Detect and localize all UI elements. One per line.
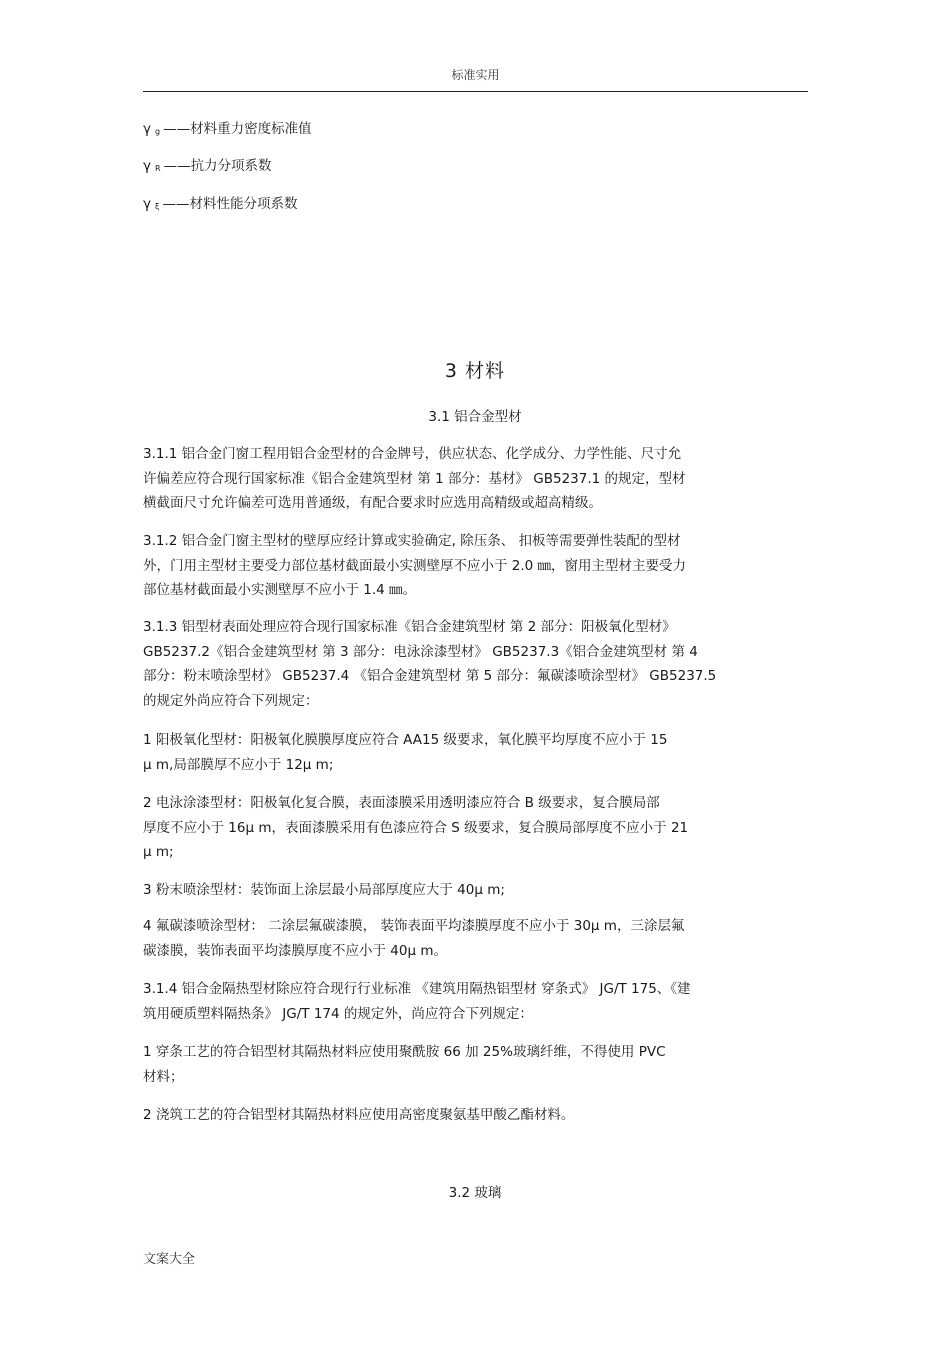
paragraph-3-1-4 bbox=[143, 977, 813, 1026]
symbol-greek: γ bbox=[143, 121, 151, 137]
symbol-definition bbox=[143, 157, 272, 177]
list-item-pour-process bbox=[143, 1103, 813, 1128]
symbol-subscript: g bbox=[155, 127, 161, 136]
section-heading: 3.2 玻璃 bbox=[448, 1185, 502, 1201]
symbol-description: ——材料性能分项系数 bbox=[162, 196, 298, 212]
symbol-definition bbox=[143, 120, 312, 140]
text-line: 的规定外尚应符合下列规定： bbox=[143, 692, 319, 709]
symbol-definition bbox=[143, 195, 297, 215]
text-line: 碳漆膜，装饰表面平均漆膜厚度不应小于 40μ m。 bbox=[143, 942, 447, 959]
paragraph-3-1-1 bbox=[143, 442, 813, 516]
text-line: μ m,局部膜厚不应小于 12μ m; bbox=[143, 756, 334, 773]
page-footer: 文案大全 bbox=[143, 1252, 196, 1267]
text-line: 厚度不应小于 16μ m，表面漆膜采用有色漆应符合 S 级要求，复合膜局部厚度不应小于 21 bbox=[143, 819, 689, 836]
text-line: 横截面尺寸允许偏差可选用普通级，有配合要求时应选用高精级或超高精级。 bbox=[143, 495, 602, 511]
paragraph-3-1-3 bbox=[143, 615, 813, 713]
list-item-powder bbox=[143, 878, 813, 903]
symbol-greek: γ bbox=[143, 158, 151, 174]
list-item-electrophoretic bbox=[143, 791, 813, 865]
list-item-fluorocarbon bbox=[143, 914, 813, 963]
symbol-description: ——材料重力密度标准值 bbox=[163, 121, 312, 137]
chapter-title: 3 材料 bbox=[444, 360, 506, 382]
text-line: 外，门用主型材主要受力部位基材截面最小实测壁厚不应小于 2.0 ㎜，窗用主型材主要受力 bbox=[143, 557, 687, 574]
symbol-subscript: R bbox=[155, 164, 161, 173]
text-line: 筑用硬质塑料隔热条》 JG/T 174 的规定外，尚应符合下列规定： bbox=[143, 1005, 533, 1022]
page-header: 标准实用 bbox=[451, 68, 500, 82]
paragraph-3-1-2 bbox=[143, 529, 813, 603]
text-line: GB5237.2《铝合金建筑型材 第 3 部分：电泳涂漆型材》 GB5237.3《铝合金建筑型材 第 4 bbox=[143, 643, 698, 660]
symbol-greek: γ bbox=[143, 196, 151, 212]
text-line: 3.1.4 铝合金隔热型材除应符合现行行业标准 《建筑用隔热铝型材 穿条式》 JG/T 175、《建 bbox=[143, 981, 691, 997]
section-heading: 3.1 铝合金型材 bbox=[428, 409, 522, 425]
symbol-description: ——抗力分项系数 bbox=[163, 158, 272, 174]
text-line: 3 粉末喷涂型材：装饰面上涂层最小局部厚度应大于 40μ m; bbox=[143, 882, 505, 898]
text-line: 材料； bbox=[143, 1068, 184, 1085]
list-item-strip-process bbox=[143, 1040, 813, 1089]
text-line: 3.1.1 铝合金门窗工程用铝合金型材的合金牌号，供应状态、化学成分、力学性能、尺寸允 bbox=[143, 446, 682, 462]
text-line: 4 氟碳漆喷涂型材： 二涂层氟碳漆膜， 装饰表面平均漆膜厚度不应小于 30μ m，三涂层氟 bbox=[143, 918, 685, 934]
text-line: 部位基材截面最小实测壁厚不应小于 1.4 ㎜。 bbox=[143, 582, 417, 598]
text-line: 1 穿条工艺的符合铝型材其隔热材料应使用聚酰胺 66 加 25%玻璃纤维，不得使用 PVC bbox=[143, 1044, 666, 1060]
text-line: 许偏差应符合现行国家标准《铝合金建筑型材 第 1 部分：基材》 GB5237.1 的规定，型材 bbox=[143, 470, 686, 487]
text-line: 3.1.3 铝型材表面处理应符合现行国家标准《铝合金建筑型材 第 2 部分：阳极氧化型材》 bbox=[143, 619, 676, 635]
header-divider bbox=[143, 91, 808, 92]
text-line: 2 电泳涂漆型材：阳极氧化复合膜，表面漆膜采用透明漆应符合 B 级要求，复合膜局部 bbox=[143, 795, 660, 811]
text-line: μ m; bbox=[143, 844, 174, 860]
symbol-subscript: ξ bbox=[155, 202, 160, 211]
list-item-anodized bbox=[143, 728, 813, 777]
text-line: 部分：粉末喷涂型材》 GB5237.4 《铝合金建筑型材 第 5 部分：氟碳漆喷涂型材》 GB5237.5 bbox=[143, 668, 717, 684]
text-line: 1 阳极氧化型材：阳极氧化膜膜厚度应符合 AA15 级要求，氧化膜平均厚度不应小于 15 bbox=[143, 732, 668, 748]
text-line: 2 浇筑工艺的符合铝型材其隔热材料应使用高密度聚氨基甲酸乙酯材料。 bbox=[143, 1107, 575, 1123]
text-line: 3.1.2 铝合金门窗主型材的壁厚应经计算或实验确定, 除压条、 扣板等需要弹性装配的型材 bbox=[143, 533, 681, 549]
